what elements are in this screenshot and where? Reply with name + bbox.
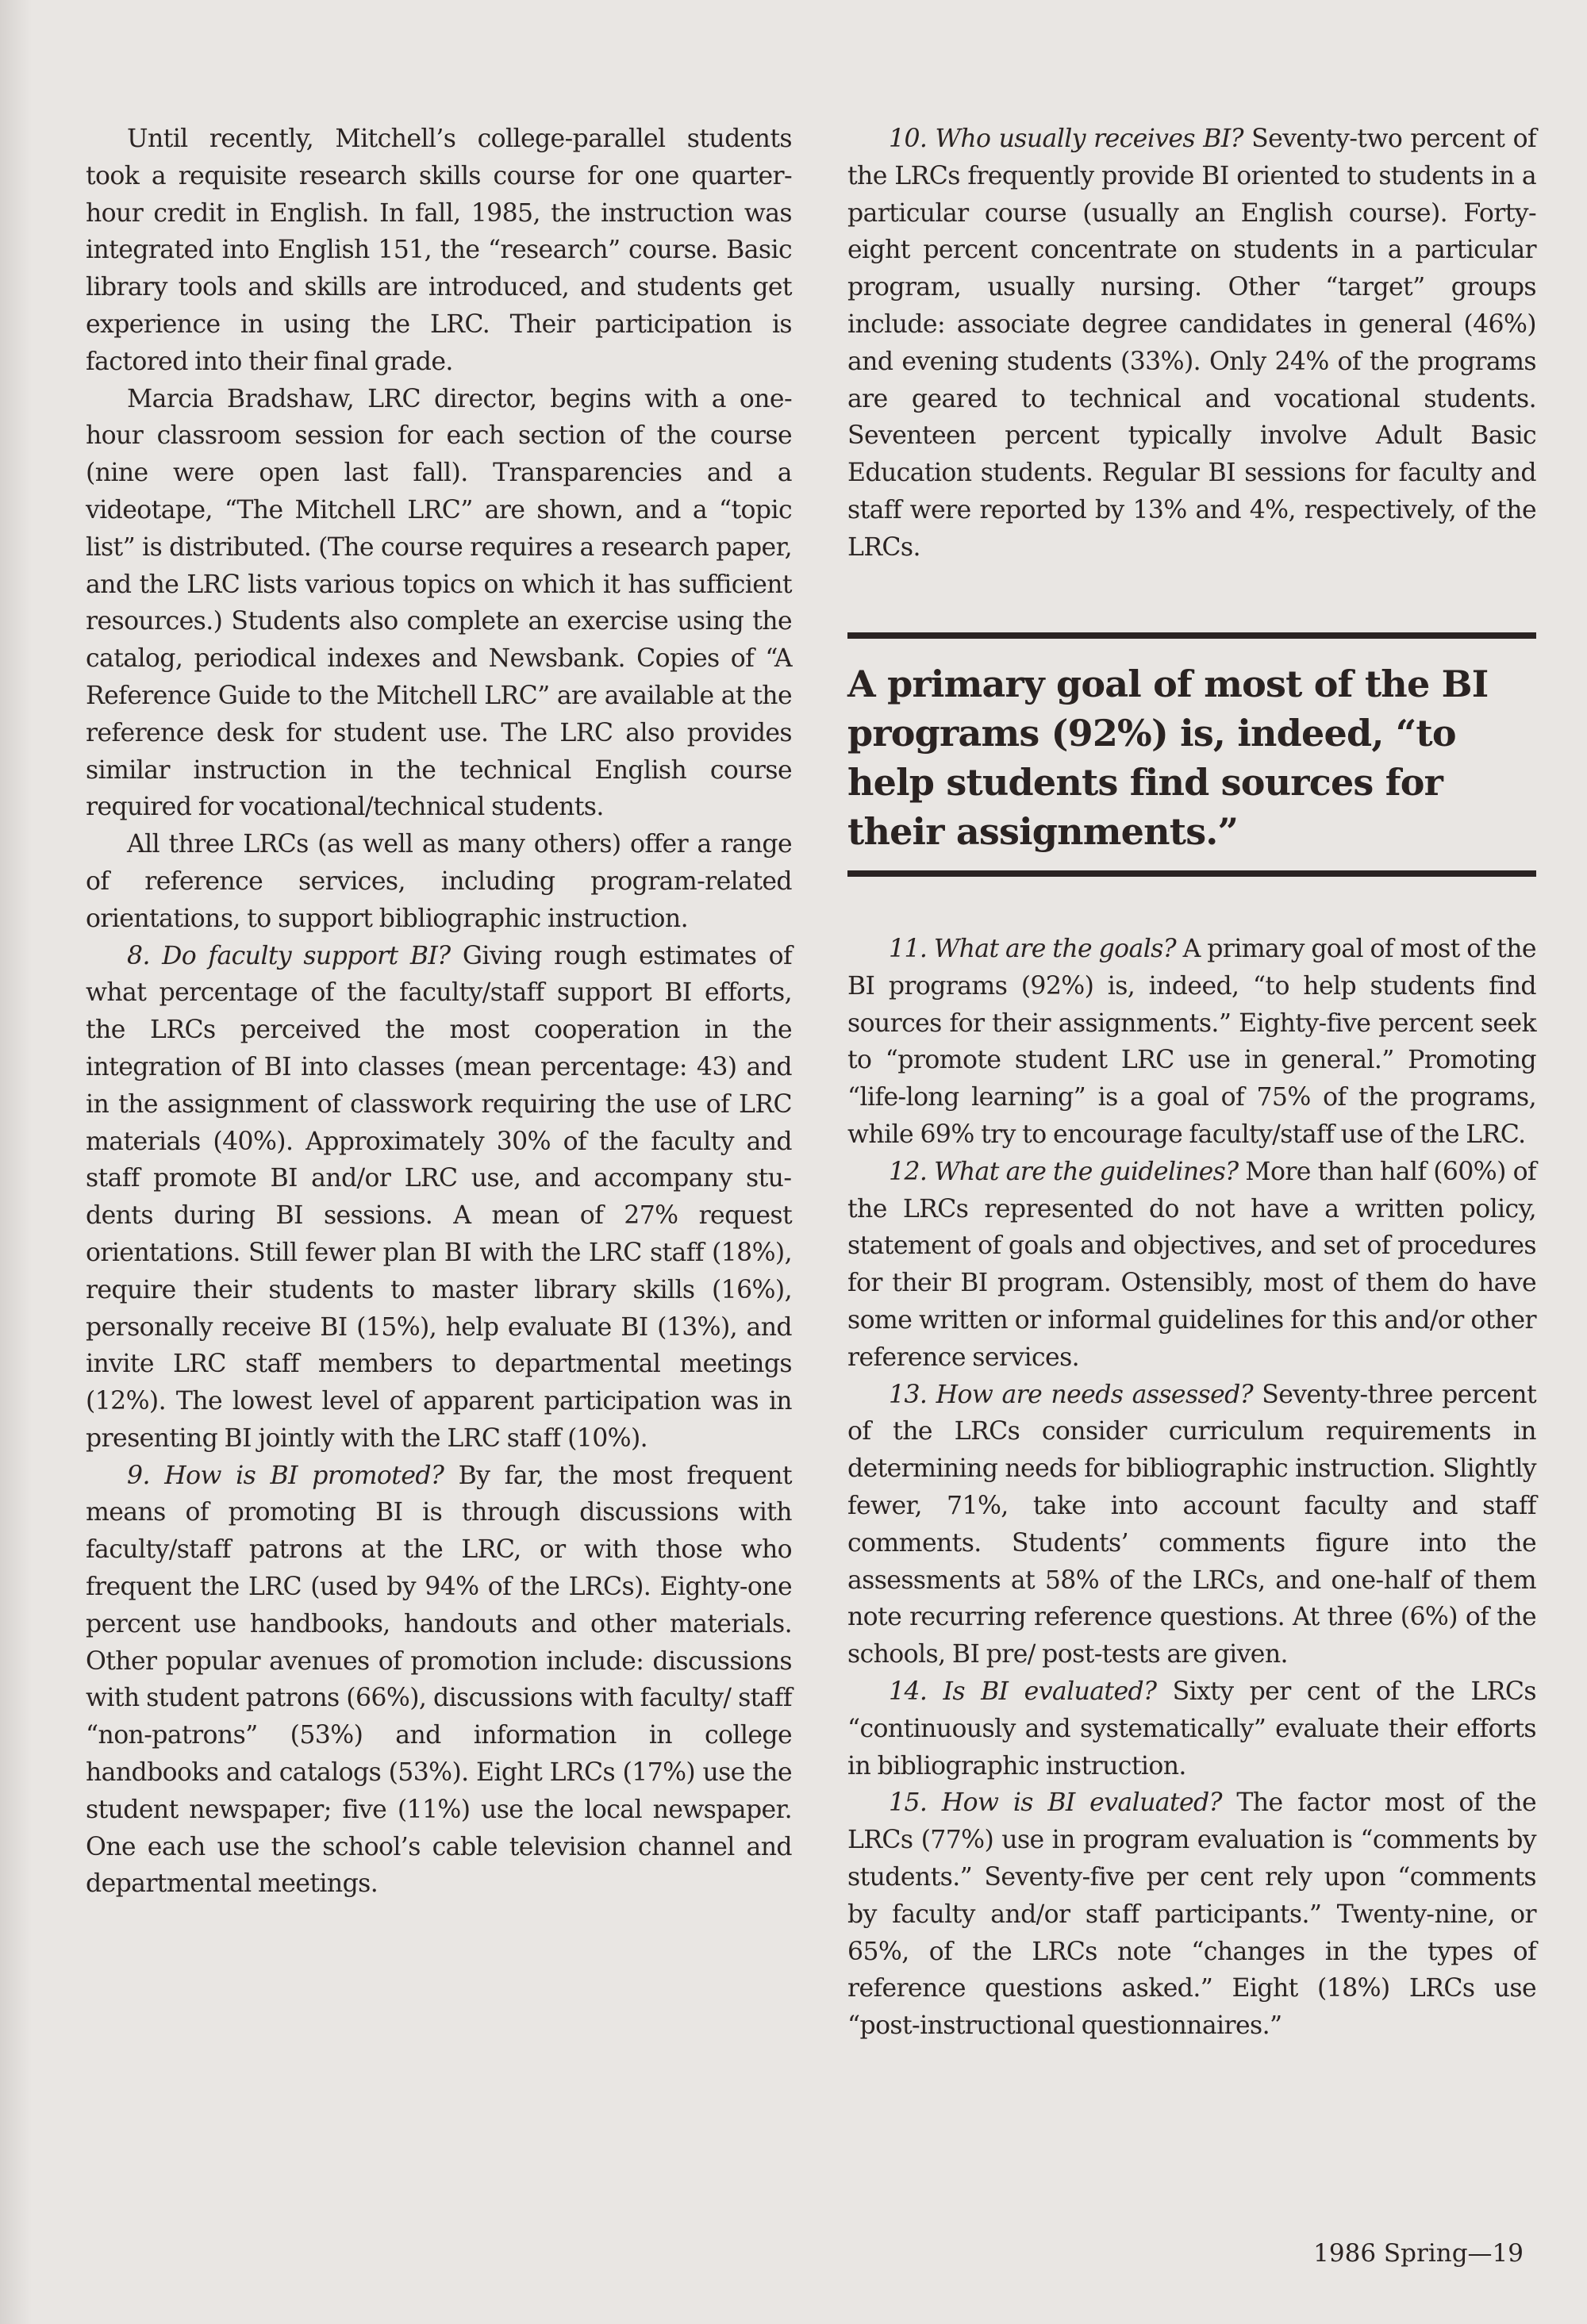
section-question: Who usually receives BI?: [935, 125, 1243, 153]
paragraph-text: The factor most of the LRCs (77%) use in program evaluation is “comments by students.” Seventy-five per cent rely upon “comments by faculty and/or staff participants.” Twenty-nine, or 65%, of the LRCs note “changes in the types of reference questions asked.” Eight (18%) LRCs use “post-instructional questionnaires.”: [847, 1788, 1536, 2041]
right-column-upper: [847, 121, 1536, 567]
section-number: 12.: [889, 1157, 928, 1186]
paragraph-text: Marcia Bradshaw, LRC director, begins with a one-hour classroom session for each section of the course (nine were open last fall). Transparencies and a videotape, “The Mitchell LRC” are shown, and a “topic list” is distributed. (The course requires a research paper, and the LRC lists various topics on which it has sufficient resources.) Students also complete an exercise using the catalog, periodical indexes and Newsbank. Copies of “A Reference Guide to the Mitchell LRC” are available at the reference desk for student use. The LRC also provides similar instruction in the technical English course required for vocational/technical students.: [86, 384, 792, 822]
section-number: 9.: [127, 1461, 150, 1490]
section-question: How are needs assessed?: [936, 1380, 1253, 1409]
paragraph-text: All three LRCs (as well as many others) offer a range of reference services, including program-related orientations, to support bibliographic instruction.: [86, 830, 792, 933]
paragraph-text: Until recently, Mitchell’s college-parallel students took a requisite research skills course for one quarter-hour credit in English. In fall, 1985, the instruction was integrated into English 151, the “research” course. Basic library tools and skills are introduced, and students get experience in using the LRC. Their participation is factored into their final grade.: [86, 125, 792, 376]
section-question: What are the goals?: [933, 935, 1177, 963]
section-15-how-evaluated: [847, 1784, 1536, 2045]
paragraph-reference-services: [86, 826, 792, 937]
pull-quote-top-rule: [847, 632, 1536, 639]
paragraph-text: A primary goal of most of the BI programs (92%) is, indeed, “to help students find sources for their assignments.” Eighty-five percent seek to “promote student LRC use in general.” Promoting “life-long learning” is a goal of 75% of the programs, while 69% try to encourage faculty/staff use of the LRC.: [847, 935, 1536, 1149]
paragraph-bradshaw: [86, 381, 792, 827]
page-gutter-shadow: [0, 0, 32, 2324]
section-10-recipients: [847, 121, 1536, 567]
right-column-lower: [847, 931, 1536, 2045]
paragraph-text: By far, the most frequent means of promoting BI is through discussions with faculty/staff patrons at the LRC, or with those who frequent the LRC (used by 94% of the LRCs). Eighty-one percent use handbooks, handouts and other materials. Other popular avenues of promotion include: discussions with student patrons (66%), discussions with faculty/ staff “non-patrons” (53%) and information in college handbooks and catalogs (53%). Eight LRCs (17%) use the student newspaper; five (11%) use the local newspaper. One each use the school’s cable television channel and departmental meetings.: [86, 1461, 792, 1899]
section-11-goals: [847, 931, 1536, 1154]
section-13-needs: [847, 1377, 1536, 1673]
section-number: 8.: [127, 941, 150, 970]
section-number: 10.: [889, 125, 928, 153]
paragraph-mitchell-course: [86, 121, 792, 381]
section-number: 15.: [889, 1788, 928, 1818]
paragraph-text: Giving rough estimates of what percentage of the faculty/staff support BI efforts, the LRCs perceived the most cooperation in the integration of BI into classes (mean percentage: 43) and in the assignment of classwork requiring the use of LRC materials (40%). Approximately 30% of the faculty and staff promote BI and/or LRC use, and accompany students during BI sessions. A mean of 27% request orientations. Still fewer plan BI with the LRC staff (18%), require their students to master library skills (16%), personally receive BI (15%), help evaluate BI (13%), and invite LRC staff members to departmental meetings (12%). The lowest level of apparent participation was in presenting BI jointly with the LRC staff (10%).: [86, 941, 792, 1453]
section-number: 13.: [889, 1380, 928, 1409]
section-9-promotion: [86, 1458, 792, 1903]
section-8-faculty-support: [86, 938, 792, 1458]
left-column: [86, 121, 792, 1903]
section-question: Do faculty support BI?: [162, 941, 451, 970]
section-14-evaluated: [847, 1673, 1536, 1784]
section-12-guidelines: [847, 1154, 1536, 1377]
section-question: How is BI evaluated?: [941, 1788, 1222, 1818]
paragraph-text: More than half (60%) of the LRCs represented do not have a written policy, statement of goals and objectives, and set of procedures for their BI program. Ostensibly, most of them do have some written or informal guidelines for this and/or other reference services.: [847, 1157, 1536, 1372]
pull-quote: [847, 632, 1536, 877]
paragraph-text: Seventy-three percent of the LRCs consider curriculum requirements in determining needs for bibliographic instruction. Slightly fewer, 71%, take into account faculty and staff comments. Students’ comments figure into the assessments at 58% of the LRCs, and one-half of them note recurring reference questions. At three (6%) of the schools, BI pre/ post-tests are given.: [847, 1380, 1537, 1669]
page-folio: 1986 Spring—19: [1313, 2239, 1524, 2268]
section-question: Is BI evaluated?: [943, 1677, 1157, 1706]
pull-quote-bottom-rule: [847, 870, 1536, 877]
paragraph-text: Seventy-two percent of the LRCs frequently provide BI oriented to students in a particular course (usually an English course). Forty-eight percent concentrate on students in a particular program, usually nursing. Other “target” groups include: associate degree candidates in general (46%) and evening students (33%). Only 24% of the programs are geared to technical and vocational students. Seventeen percent typically involve Adult Basic Education students. Regular BI sessions for faculty and staff were reported by 13% and 4%, respectively, of the LRCs.: [847, 125, 1537, 562]
section-question: What are the guidelines?: [934, 1157, 1239, 1186]
pull-quote-text: A primary goal of most of the BI programs (92%) is, indeed, “to help students find sources for their assignments.”: [847, 663, 1489, 853]
section-number: 11.: [889, 935, 928, 963]
section-question: How is BI promoted?: [164, 1461, 444, 1490]
section-number: 14.: [889, 1677, 928, 1706]
paragraph-text: Sixty per cent of the LRCs “continuously and systematically” evaluate their efforts in bibliographic instruction.: [847, 1677, 1536, 1780]
